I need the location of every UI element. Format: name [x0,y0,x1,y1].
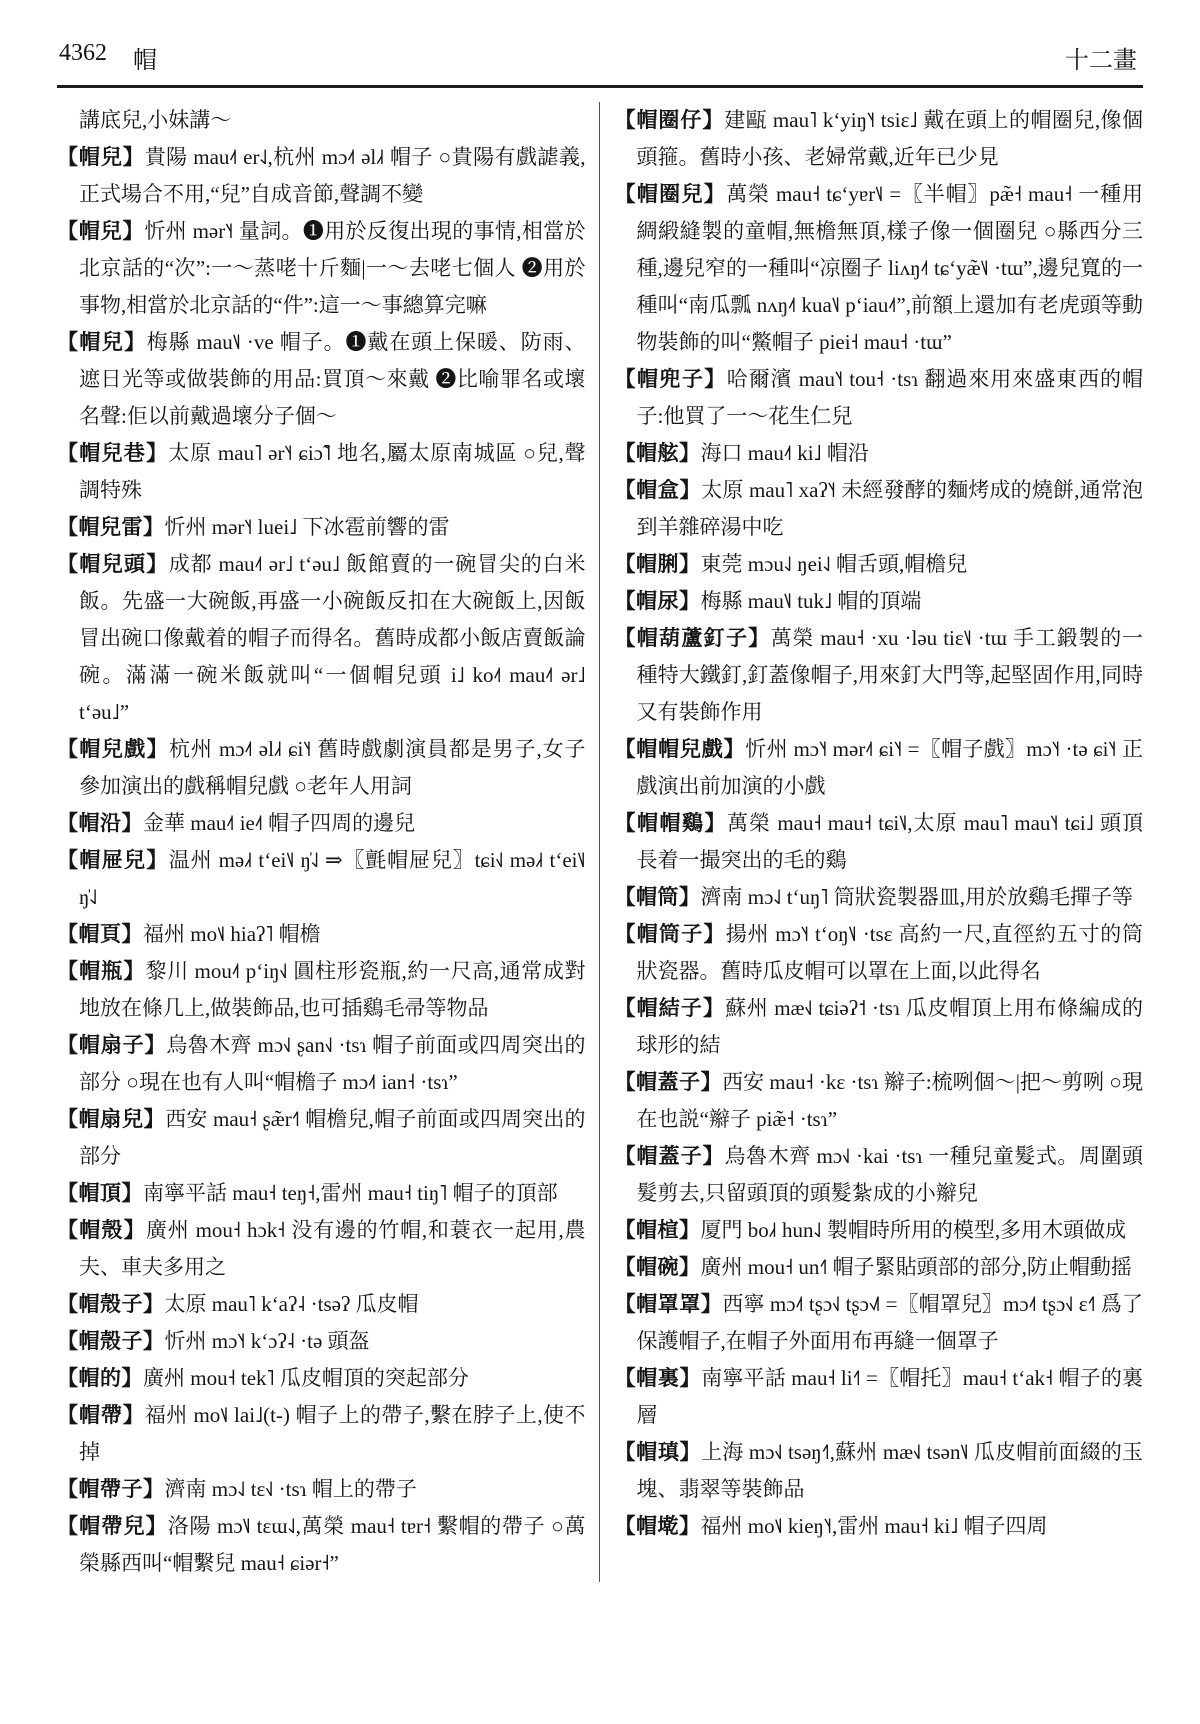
dictionary-entry [57,1397,586,1471]
entry-body: 忻州 mər˥˧ luei˩ 下冰雹前響的雷 [164,515,450,539]
dictionary-entry [615,1212,1144,1249]
left-column [57,102,599,1582]
dictionary-entry [615,102,1144,176]
entry-body: 濟南 mɔ˨˩ tɛ˧˩ ·tsɿ 帽上的帶子 [164,1477,417,1501]
entry-body: 福州 mo˦˩ kieŋ˥˧,雷州 mau˧ ki˩ 帽子四周 [700,1514,1048,1538]
entry-body: 忻州 mɔ˥˧ kʻɔʔ˨ ·tə 頭盔 [164,1329,370,1353]
dictionary-entry [615,472,1144,546]
entry-body: 南寧平話 mau˧ teŋ˧,雷州 mau˧ tiŋ˥ 帽子的頂部 [143,1181,558,1205]
entry-body: 厦門 bo˩˧ hun˨˩ 製帽時所用的模型,多用木頭做成 [700,1218,1127,1242]
entry-headword: 【帽殼子】 [57,1329,165,1353]
entry-headword: 【帽扇子】 [57,1033,167,1057]
entry-body: 烏魯木齊 mɔ˧˩ ·kai ·tsɿ 一種兒童髮式。周圍頭髮剪去,只留頭頂的頭髮紮成的小辮兒 [636,1144,1143,1205]
dictionary-entry [615,879,1144,916]
entry-body: 福州 mo˦˩ hiaʔ˥ 帽檐 [143,922,321,946]
entry-headword: 【帽葫蘆釘子】 [614,626,771,650]
dictionary-entry [57,509,586,546]
entry-headword: 【帽瑱】 [614,1440,702,1464]
entry-headword: 【帽筒子】 [614,922,726,946]
entry-headword: 【帽的】 [57,1366,143,1390]
entry-headword: 【帽殼子】 [57,1292,165,1316]
entry-body: 太原 mau˥ kʻaʔ˨ ·tsəʔ 瓜皮帽 [164,1292,419,1316]
entry-headword: 【帽帽鷄】 [614,811,728,835]
entry-body: 濟南 mɔ˨˩ tʻuŋ˥ 筒狀瓷製器皿,用於放鷄毛撣子等 [700,885,1133,909]
entry-body: 揚州 mɔ˥˧ tʻoŋ˥˩ ·tsɛ 高約一尺,直徑約五寸的筒狀瓷器。舊時瓜皮帽可以罩在上面,以此得名 [636,922,1144,983]
entry-headword: 【帽兒】 [57,330,147,354]
entry-body: 忻州 mər˥˧ 量詞。❶用於反復出現的事情,相當於北京話的“次”:一～蒸咾十斤麵|一～去咾七個人 ❷用於事物,相當於北京話的“件”:這一～事總算完嘛 [79,219,586,317]
entry-headword: 【帽兒巷】 [57,441,169,465]
dictionary-entry [57,213,586,324]
dictionary-entry [57,435,586,509]
entry-body: 忻州 mɔ˥˧ mər˨˦ ɕi˥˧ =〖帽子戲〗mɔ˥˧ ·tə ɕi˥˧ 正戲演出前加演的小戲 [636,737,1143,798]
entry-body: 洛陽 mɔ˥˩ tɛɯ˨˩,萬榮 mau˧ tɐr˧ 繫帽的帶子 ○萬榮縣西叫“帽繫兒 mau˧ ɕiər˧” [79,1514,586,1575]
entry-body: 廣州 mou˧ tek˥ 瓜皮帽頂的突起部分 [143,1366,469,1390]
dictionary-entry [615,1434,1144,1508]
entry-body: 南寧平話 mau˧ li˧˥ =〖帽托〗mau˧ tʻak˧ 帽子的裏層 [636,1366,1143,1427]
dictionary-entry [57,805,586,842]
entry-body: 西安 mau˧ ʂæ̃r˧˥ 帽檐兒,帽子前面或四周突出的部分 [79,1107,586,1168]
entry-headword: 【帽碗】 [614,1255,701,1279]
entry-body: 福州 mo˦˩ lai˩(t-) 帽子上的帶子,繫在脖子上,使不掉 [79,1403,586,1464]
entry-headword: 【帽帶子】 [57,1477,165,1501]
dictionary-entry [57,324,586,435]
entry-headword: 【帽罩罩】 [614,1292,723,1316]
stroke-section-label: 十二畫 [1065,48,1137,74]
entry-body: 貴陽 mau˨˦ er˨˩,杭州 mɔ˨˦ əl˩˧ 帽子 ○貴陽有戲謔義,正式場合不用,“兒”自成音節,聲調不變 [79,145,586,206]
entry-headword: 【帽圈仔】 [614,108,725,132]
entry-headword: 【帽筒】 [614,885,701,909]
dictionary-entry [615,435,1144,472]
entry-body: 金華 mau˨˦ ie˨˦ 帽子四周的邊兒 [143,811,416,835]
entry-body: 萬榮 mau˧ tɕʻyɐr˥˩ =〖半帽〗pæ̃˧ mau˧ 一種用綢緞縫製的童帽,無檐無頂,樣子像一個圈兒 ○縣西分三種,邊兒窄的一種叫“凉圈子 liʌŋ˨˦ tɕʻyæ̃˥˩ ·tɯ”,邊兒寬的一種叫“南瓜瓢 nʌŋ˨˦ kua˥˩ pʻiau˨˦”,前額上還加有老虎頭等動物裝飾的叫“鱉帽子 piei˧ mau˧ ·tɯ” [636,182,1143,354]
entry-headword: 【帽楦】 [614,1218,701,1242]
entry-body: 温州 mə˩˧ tʻei˥˩ ŋ̍˨˩ ⇒〖氈帽屉兒〗tɕi˧˩ mə˩˧ tʻei˥˩ ŋ̍˨˩ [79,848,586,909]
entry-headword: 【帽裏】 [614,1366,702,1390]
dictionary-entry [57,1508,586,1582]
entry-body: 太原 mau˥ xaʔ˥˧ 未經發酵的麵烤成的燒餅,通常泡到羊雜碎湯中吃 [636,478,1143,539]
entry-body: 梅縣 mau˥˩ ·ve 帽子。❶戴在頭上保暖、防雨、遮日光等或做裝飾的用品:買頂～來戴 ❷比喻罪名或壞名聲:佢以前戴過壞分子個～ [79,330,586,428]
entry-body: 烏魯木齊 mɔ˧˩ ʂan˧˩ ·tsɿ 帽子前面或四周突出的部分 ○現在也有人叫“帽檐子 mɔ˨˦ ian˧ ·tsɿ” [79,1033,586,1094]
dictionary-entry [615,546,1144,583]
page-number: 4362 [59,40,107,66]
entry-body: 蘇州 mæ˧˩ tɕiəʔ˦ ·tsɿ 瓜皮帽頂上用布條編成的球形的結 [636,996,1144,1057]
entry-body: 黎川 mou˨˦ pʻiŋ˧˩ 圓柱形瓷瓶,約一尺高,通常成對地放在條几上,做裝飾品,也可插鷄毛帚等物品 [79,959,586,1020]
entry-body: 梅縣 mau˥˩ tuk˩ 帽的頂端 [700,589,922,613]
dictionary-entry [57,731,586,805]
entry-headword: 【帽沿】 [57,811,143,835]
entry-body: 杭州 mɔ˨˦ əl˩˧ ɕi˥˧ 舊時戲劇演員都是男子,女子參加演出的戲稱帽兒戲 ○老年人用詞 [79,737,586,798]
entry-headword: 【帽頂】 [57,1181,143,1205]
entry-headword: 【帽兒】 [57,219,145,243]
dictionary-entry [57,1212,586,1286]
entry-body: 哈爾濱 mau˥˧ tou˧ ·tsɿ 翻過來用來盛東西的帽子:他買了一～花生仁兒 [636,367,1144,428]
dictionary-entry [57,546,586,731]
running-head-character: 帽 [133,48,157,74]
entry-headword: 【帽脷】 [614,552,701,576]
entry-headword: 【帽帽兒戲】 [614,737,746,761]
dictionary-entry [57,139,586,213]
entry-headword: 【帽兒】 [57,145,145,169]
entry-body: 海口 mau˨˦ ki˩ 帽沿 [700,441,869,465]
dictionary-entry [57,916,586,953]
entry-headword: 【帽尿】 [614,589,701,613]
header-left [59,40,157,75]
page-header [57,40,1143,85]
dictionary-entry [57,1471,586,1508]
entry-headword: 【帽蓋子】 [614,1144,725,1168]
dictionary-entry [615,990,1144,1064]
entry-body: 萬榮 mau˧ ·xu ·ləu tiɛ˥˩ ·tɯ 手工鍛製的一種特大鐵釘,釘蓋像帽子,用來釘大門等,起堅固作用,同時又有裝飾作用 [636,626,1143,724]
dictionary-entry [615,1360,1144,1434]
entry-headword: 【帽舷】 [614,441,701,465]
entry-body: 上海 mɔ˧˩ tsəŋ˧˥,蘇州 mæ˧˩ tsən˥˩ 瓜皮帽前面綴的玉塊、翡翠等裝飾品 [636,1440,1144,1501]
entry-headword: 【帽兒戲】 [57,737,169,761]
dictionary-entry [615,805,1144,879]
entry-headword: 【帽頁】 [57,922,143,946]
dictionary-entry [57,842,586,916]
entry-body: 萬榮 mau˧ mau˧ tɕi˥˩,太原 mau˥ mau˥˧ tɕi˩ 頭頂長着一撮突出的毛的鷄 [636,811,1143,872]
dictionary-entry [615,1508,1144,1545]
continuation-line: 講底兒,小妹講～ [79,108,232,132]
right-column [599,102,1144,1582]
dictionary-entry [615,1138,1144,1212]
entry-headword: 【帽墘】 [614,1514,701,1538]
dictionary-entry [615,361,1144,435]
entry-headword: 【帽兒頭】 [57,552,169,576]
dictionary-entry [615,1249,1144,1286]
dictionary-entry [57,1323,586,1360]
dictionary-entry [615,1286,1144,1360]
dictionary-entry [615,620,1144,731]
entry-body: 太原 mau˥ ər˥˧ ɕiɔ̃˥ 地名,屬太原南城區 ○兒,聲調特殊 [79,441,586,502]
entry-headword: 【帽帶】 [57,1403,145,1427]
entry-body: 東莞 mɔu˨˩ ŋei˨˩ 帽舌頭,帽檐兒 [700,552,968,576]
entry-headword: 【帽盒】 [614,478,702,502]
entry-body: 廣州 mou˧ un˧˥ 帽子緊貼頭部的部分,防止帽動摇 [700,1255,1132,1279]
entry-headword: 【帽蓋子】 [614,1070,723,1094]
entry-headword: 【帽結子】 [614,996,726,1020]
entry-body: 西寧 mɔ˨˦ tʂɔ˧˩ tʂɔ˧˩˥ =〖帽罩兒〗mɔ˨˦ tʂɔ˧˩ ɛ˧˥ 爲了保護帽子,在帽子外面用布再縫一個罩子 [636,1292,1143,1353]
dictionary-entry [615,916,1144,990]
dictionary-entry [615,1064,1144,1138]
entry-body: 廣州 mou˧ hɔk˧ 没有邊的竹帽,和蓑衣一起用,農夫、車夫多用之 [79,1218,586,1279]
right-column-entries [615,102,1144,1545]
entry-headword: 【帽兜子】 [614,367,727,391]
dictionary-entry [57,1175,586,1212]
entry-headword: 【帽兒雷】 [57,515,165,539]
dictionary-entry [57,1027,586,1101]
entry-headword: 【帽屉兒】 [57,848,169,872]
entry-body: 建甌 mau˥ kʻyiŋ˥˧ tsiɛ˩ 戴在頭上的帽圈兒,像個頭箍。舊時小孩、老婦常戴,近年已少見 [636,108,1144,169]
entry-body: 西安 mau˧ ·kɛ ·tsɿ 辮子:梳咧個～|把～剪咧 ○現在也説“辮子 piæ̃˧ ·tsɿ” [636,1070,1143,1131]
dictionary-entry [57,1360,586,1397]
entry-headword: 【帽殼】 [57,1218,147,1242]
left-column-entries [57,139,586,1582]
dictionary-entry [57,953,586,1027]
entry-headword: 【帽扇兒】 [57,1107,166,1131]
entry-headword: 【帽帶兒】 [57,1514,168,1538]
dictionary-entry [615,176,1144,361]
entry-headword: 【帽瓶】 [57,959,146,983]
header-rule [57,85,1143,88]
dictionary-entry [57,1101,586,1175]
dictionary-entry [615,583,1144,620]
dictionary-entry [57,1286,586,1323]
entry-headword: 【帽圈兒】 [614,182,727,206]
dictionary-entry [615,731,1144,805]
entry-body: 成都 mau˨˦ ər˩ tʻəu˩ 飯館賣的一碗冒尖的白米飯。先盛一大碗飯,再盛一小碗飯反扣在大碗飯上,因飯冒出碗口像戴着的帽子而得名。舊時成都小飯店賣飯論碗。滿滿一碗米飯就叫“一個帽兒頭 i˩ ko˨˦ mau˨˦ ər˩ tʻəu˩” [79,552,586,724]
text-columns [57,102,1143,1582]
